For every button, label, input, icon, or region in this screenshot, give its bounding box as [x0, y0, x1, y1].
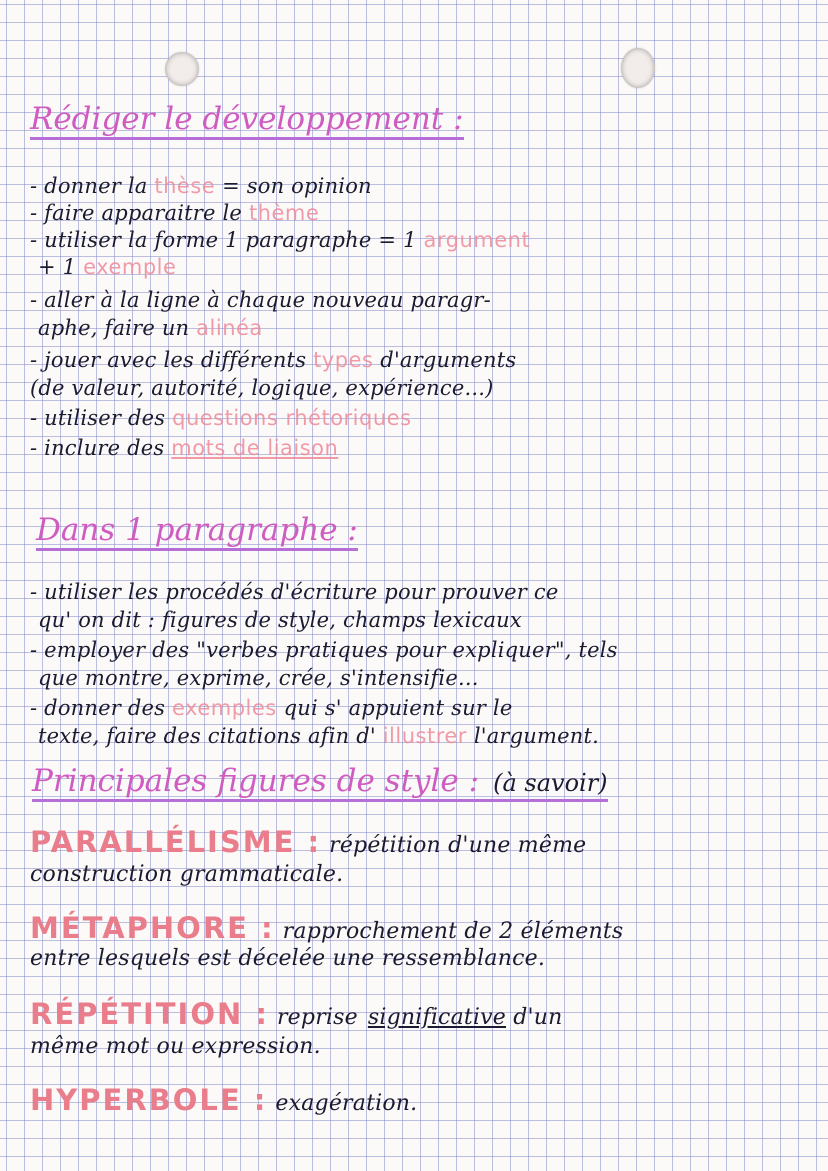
- note-line: [30, 290, 491, 311]
- note-line: [38, 610, 522, 631]
- term-definition: même mot ou expression.: [30, 1034, 321, 1059]
- note-text: - inclure des: [30, 436, 172, 460]
- note-text: l'argument.: [466, 724, 600, 748]
- note-line: [30, 408, 412, 429]
- note-text: - utiliser la forme 1 paragraphe = 1: [30, 228, 424, 252]
- term-definition: construction grammaticale.: [30, 862, 344, 887]
- highlight-keyword: types: [313, 348, 374, 372]
- figure-hyperbole: [30, 1083, 418, 1117]
- note-line: [38, 668, 479, 689]
- highlight-keyword: alinéa: [196, 316, 263, 340]
- note-line: [30, 230, 530, 251]
- term-definition: d'un: [506, 1005, 563, 1030]
- term-definition: répétition d'une même: [329, 833, 587, 858]
- term-definition-emphasis: significative: [367, 1005, 507, 1030]
- term-definition: reprise: [276, 1005, 358, 1030]
- term-label: MÉTAPHORE :: [30, 911, 275, 945]
- note-line: [30, 350, 516, 371]
- note-text: - jouer avec les différents: [30, 348, 314, 372]
- highlight-keyword: questions rhétoriques: [172, 406, 412, 430]
- note-line: [30, 948, 545, 970]
- note-text: + 1: [38, 255, 84, 279]
- term-label: HYPERBOLE :: [30, 1083, 268, 1117]
- note-text: aphe, faire un: [38, 316, 197, 340]
- note-line: [30, 864, 343, 886]
- highlight-keyword: mots de liaison: [171, 436, 339, 460]
- heading-figures-de-style: [32, 764, 608, 802]
- highlight-keyword: exemple: [83, 255, 177, 279]
- heading-rediger-developpement: Rédiger le développement :: [30, 102, 464, 140]
- note-line: [30, 378, 494, 399]
- heading-dans-paragraphe: Dans 1 paragraphe :: [36, 513, 358, 551]
- note-text: d'arguments: [373, 348, 517, 372]
- note-text: = son opinion: [215, 174, 372, 198]
- note-line: [30, 640, 618, 661]
- heading-text: Principales figures de style :: [32, 763, 480, 799]
- term-definition: entre lesquels est décelée une ressemblance.: [30, 946, 546, 971]
- highlight-keyword: thème: [248, 201, 320, 225]
- note-line: [30, 698, 512, 719]
- note-text: qui s' appuient sur le: [276, 696, 513, 720]
- note-text: (de valeur, autorité, logique, expérience...): [30, 376, 494, 400]
- note-line: [30, 203, 319, 224]
- note-line: [30, 582, 558, 603]
- note-text: - utiliser les procédés d'écriture pour prouver ce: [30, 580, 559, 604]
- figure-parallelisme: [30, 825, 587, 859]
- note-line: [38, 318, 263, 339]
- term-label: RÉPÉTITION :: [30, 997, 269, 1031]
- note-text: texte, faire des citations afin d': [38, 724, 383, 748]
- highlight-keyword: argument: [423, 228, 531, 252]
- figure-metaphore: [30, 911, 624, 945]
- note-text: - donner des: [30, 696, 172, 720]
- highlight-keyword: illustrer: [382, 724, 467, 748]
- note-text: - donner la: [30, 174, 155, 198]
- figure-repetition: [30, 997, 563, 1031]
- term-definition: rapprochement de 2 éléments: [282, 919, 624, 944]
- note-text: - employer des "verbes pratiques pour expliquer", tels: [30, 638, 618, 662]
- note-text: qu' on dit : figures de style, champs lexicaux: [38, 608, 522, 632]
- note-text: - utiliser des: [30, 406, 173, 430]
- note-text: - aller à la ligne à chaque nouveau paragr-: [30, 288, 491, 312]
- highlight-keyword: exemples: [171, 696, 277, 720]
- note-line: [38, 257, 176, 278]
- term-definition: exagération.: [275, 1091, 418, 1116]
- punch-hole-right: [621, 48, 655, 88]
- note-line: [38, 726, 599, 747]
- highlight-keyword: thèse: [154, 174, 216, 198]
- note-text: - faire apparaitre le: [30, 201, 249, 225]
- note-line: [30, 1036, 321, 1058]
- note-line: [30, 176, 372, 197]
- heading-suffix: (à savoir): [493, 769, 608, 797]
- note-line: [30, 438, 338, 459]
- note-text: que montre, exprime, crée, s'intensifie...: [38, 666, 479, 690]
- punch-hole-left: [165, 52, 199, 86]
- term-label: PARALLÉLISME :: [30, 825, 322, 859]
